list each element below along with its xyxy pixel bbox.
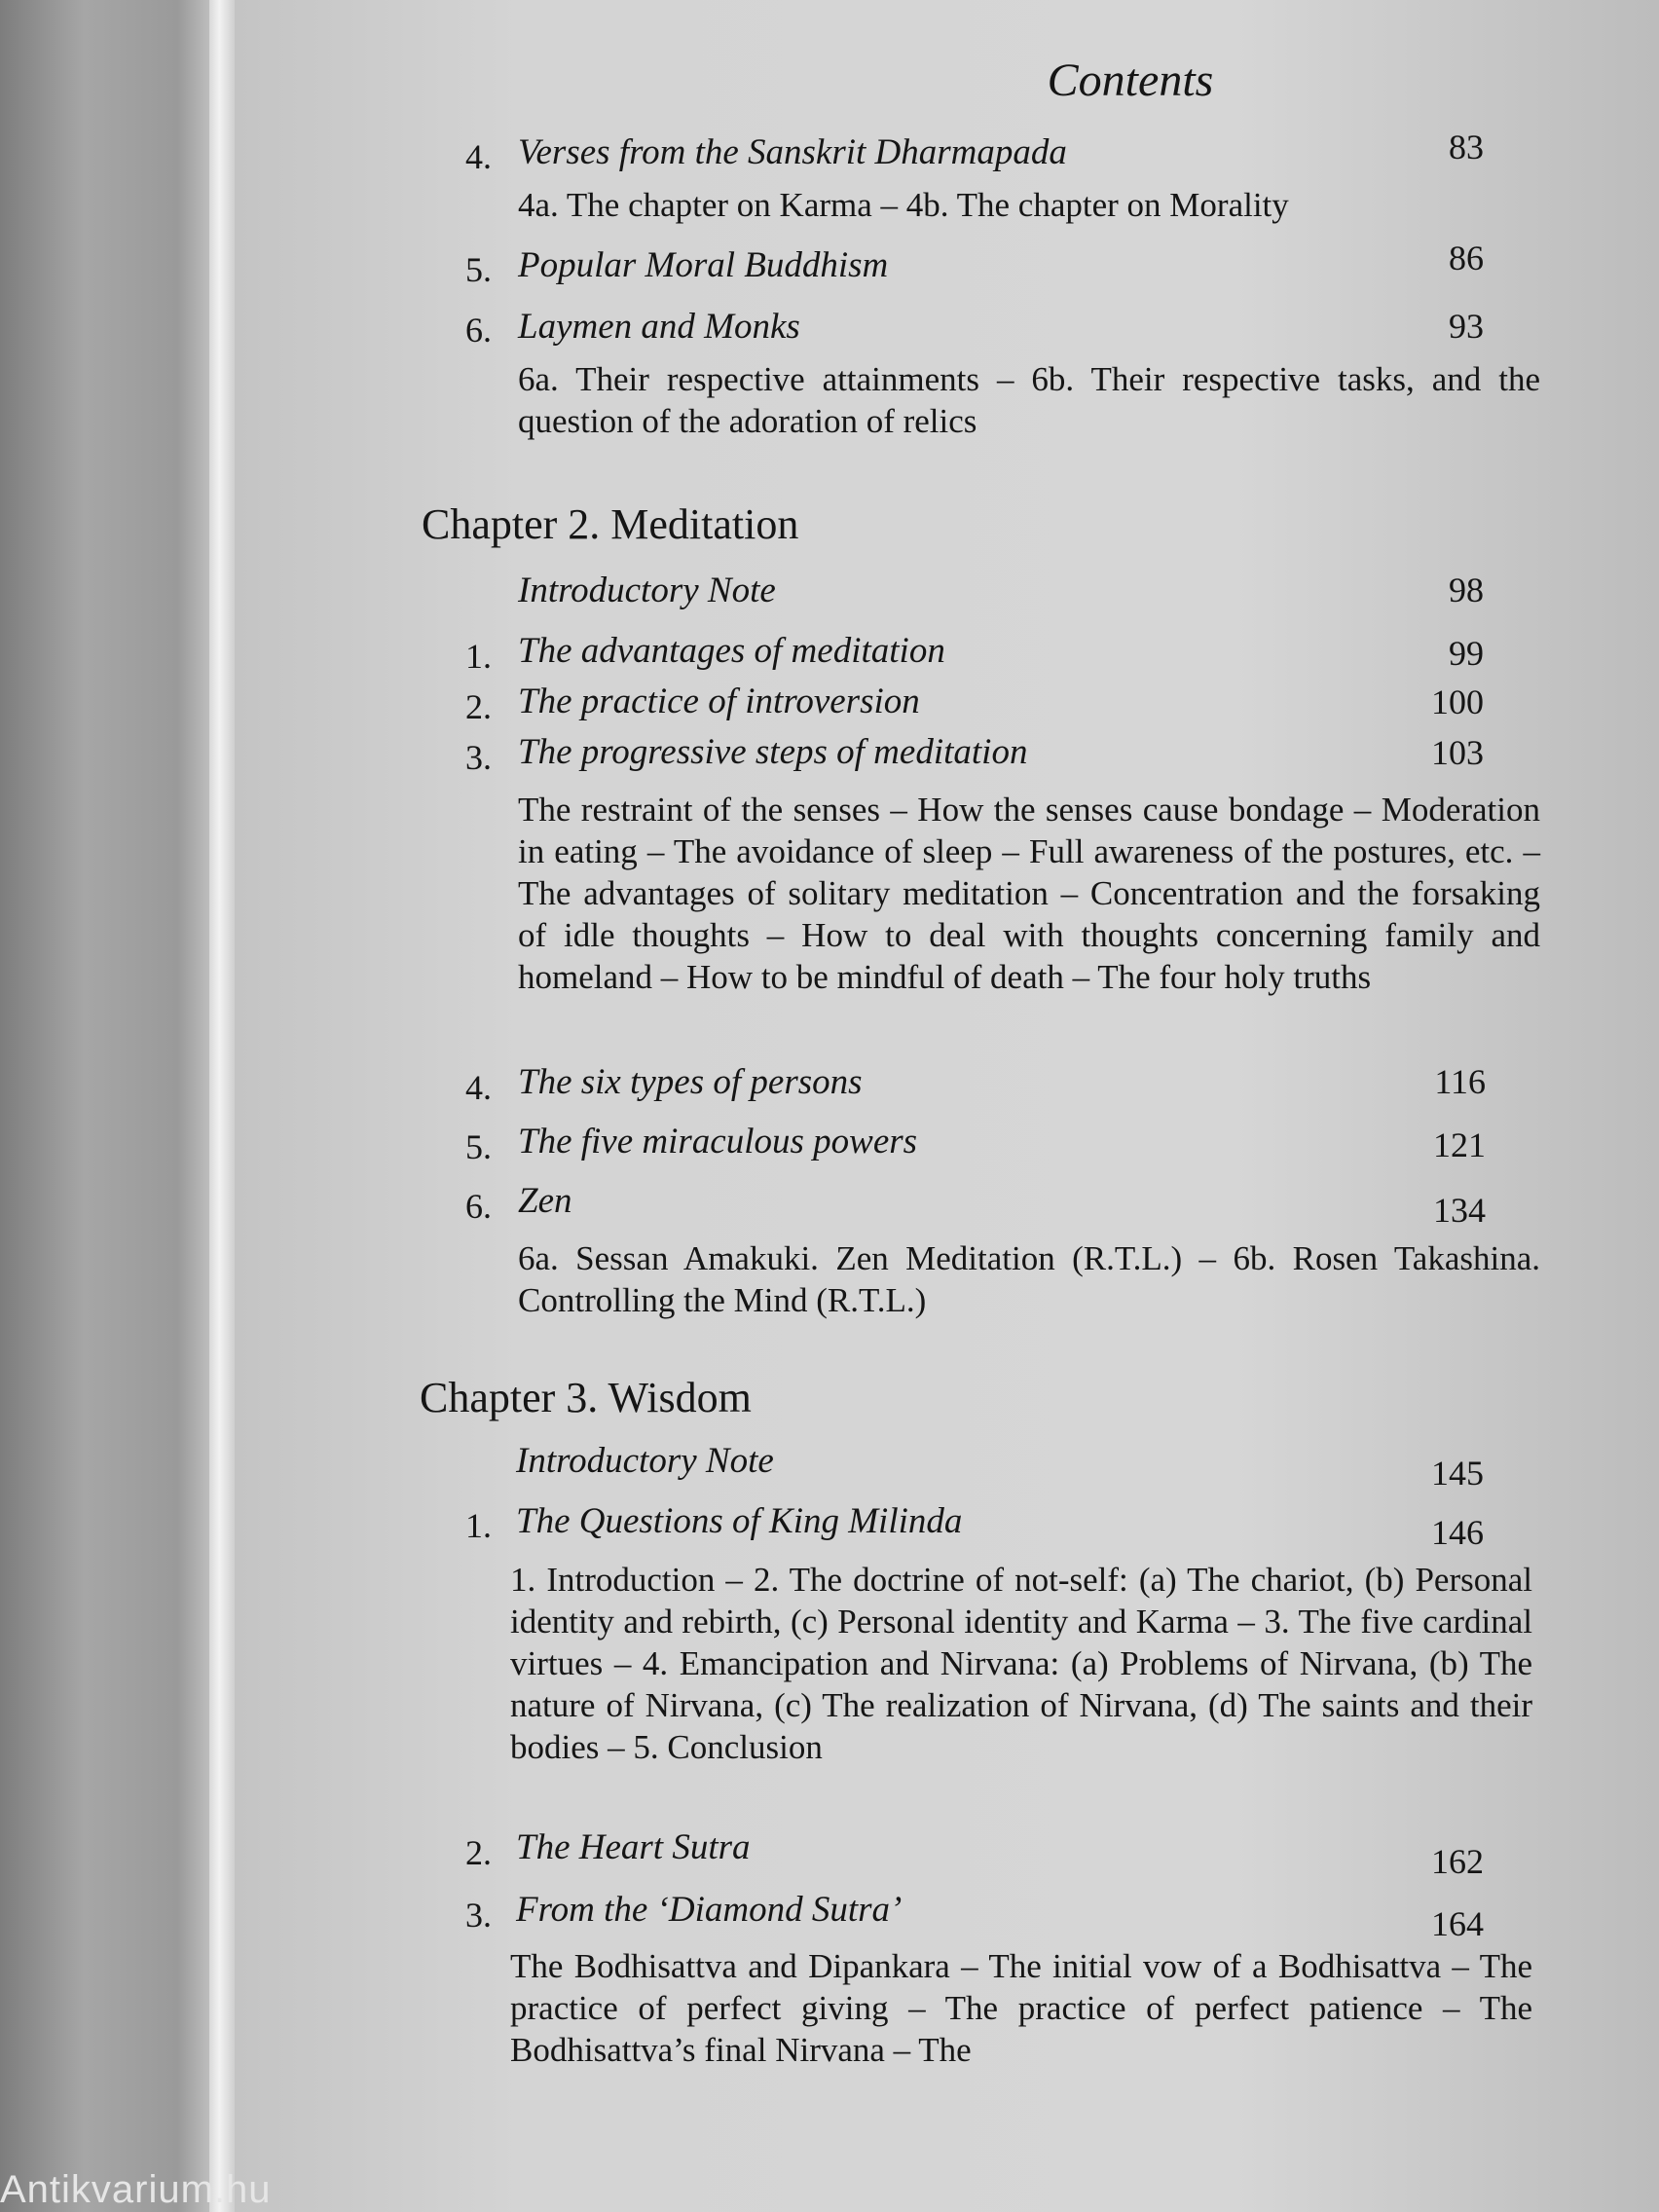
entry-subtopics: The restraint of the senses – How the senses cause bondage – Moderation in eating – The avoidance of sleep – Full awareness of the postures, etc. – The advantages of solitary meditation – Concentration and the forsaking of idle thoughts – How to deal with thoughts concerning family and homeland – How to be mindful of death – The four holy truths bbox=[518, 791, 1540, 996]
entry-page: 83 bbox=[1449, 128, 1484, 166]
entry-number: 6. bbox=[465, 311, 492, 350]
entry-title: The progressive steps of meditation bbox=[518, 732, 1028, 772]
intro-note-title: Introductory Note bbox=[518, 571, 776, 610]
entry-page: 146 bbox=[1431, 1513, 1484, 1552]
entry-subtopics: The Bodhisattva and Dipankara – The initial vow of a Bodhisattva – The practice of perfect giving – The practice of perfect patience – The Bodhisattva’s final Nirvana – The bbox=[510, 1947, 1532, 2069]
entry-number: 2. bbox=[465, 1833, 492, 1872]
watermark: Antikvarium.hu bbox=[0, 2168, 272, 2211]
entry-title: Verses from the Sanskrit Dharmapada bbox=[518, 132, 1067, 172]
entry-page: 121 bbox=[1433, 1125, 1486, 1164]
entry-page: 134 bbox=[1433, 1191, 1486, 1230]
entry-number: 5. bbox=[465, 1127, 492, 1166]
entry-page: 86 bbox=[1449, 239, 1484, 277]
entry-subtopics: 1. Introduction – 2. The doctrine of not-self: (a) The chariot, (b) Personal identity and rebirth, (c) Personal identity and Karma – 3. The five cardinal virtues – 4. Emancipation and Nirvana: (a) Problems of Nirvana, (b) The nature of Nirvana, (c) The realization of Nirvana, (d) The saints and their bodies – 5. Conclusion bbox=[510, 1561, 1532, 1766]
chapter-heading: Chapter 2. Meditation bbox=[422, 500, 799, 548]
entry-number: 5. bbox=[465, 250, 492, 289]
running-head: Contents bbox=[1047, 55, 1214, 106]
entry-title: The Heart Sutra bbox=[516, 1827, 751, 1867]
entry-number: 4. bbox=[465, 1068, 492, 1107]
entry-title: The six types of persons bbox=[518, 1062, 863, 1102]
adjacent-page-spine bbox=[0, 0, 209, 2212]
intro-note-title: Introductory Note bbox=[516, 1441, 774, 1481]
intro-note-page: 98 bbox=[1449, 571, 1484, 609]
entry-page: 99 bbox=[1449, 634, 1484, 673]
chapter-heading: Chapter 3. Wisdom bbox=[420, 1374, 752, 1421]
entry-number: 4. bbox=[465, 137, 492, 176]
entry-number: 3. bbox=[465, 1896, 492, 1935]
entry-number: 1. bbox=[465, 1506, 492, 1545]
entry-page: 93 bbox=[1449, 307, 1484, 346]
contents-page bbox=[235, 0, 1659, 2212]
entry-page: 116 bbox=[1434, 1062, 1486, 1101]
entry-number: 3. bbox=[465, 738, 492, 777]
entry-title: Laymen and Monks bbox=[518, 307, 800, 347]
entry-page: 103 bbox=[1431, 733, 1484, 772]
entry-title: The five miraculous powers bbox=[518, 1122, 918, 1161]
entry-title: The advantages of meditation bbox=[518, 631, 945, 671]
entry-title: Zen bbox=[518, 1181, 572, 1221]
entry-subtopics: 6a. Sessan Amakuki. Zen Meditation (R.T.L.) – 6b. Rosen Takashina. Controlling the Mind (R.T.L.) bbox=[518, 1239, 1540, 1319]
entry-page: 100 bbox=[1431, 682, 1484, 721]
entry-number: 2. bbox=[465, 687, 492, 726]
entry-number: 1. bbox=[465, 637, 492, 676]
entry-title: The Questions of King Milinda bbox=[516, 1501, 963, 1541]
entry-page: 164 bbox=[1431, 1904, 1484, 1943]
entry-page: 162 bbox=[1431, 1842, 1484, 1881]
entry-title: Popular Moral Buddhism bbox=[518, 245, 889, 285]
entry-title: From the ‘Diamond Sutra’ bbox=[516, 1890, 903, 1930]
entry-subtopics: 4a. The chapter on Karma – 4b. The chapter on Morality bbox=[518, 186, 1289, 224]
entry-subtopics: 6a. Their respective attainments – 6b. Their respective tasks, and the question of the adoration of relics bbox=[518, 360, 1540, 440]
intro-note-page: 145 bbox=[1431, 1454, 1484, 1493]
entry-number: 6. bbox=[465, 1187, 492, 1226]
entry-title: The practice of introversion bbox=[518, 682, 920, 721]
page-edge bbox=[209, 0, 235, 2212]
